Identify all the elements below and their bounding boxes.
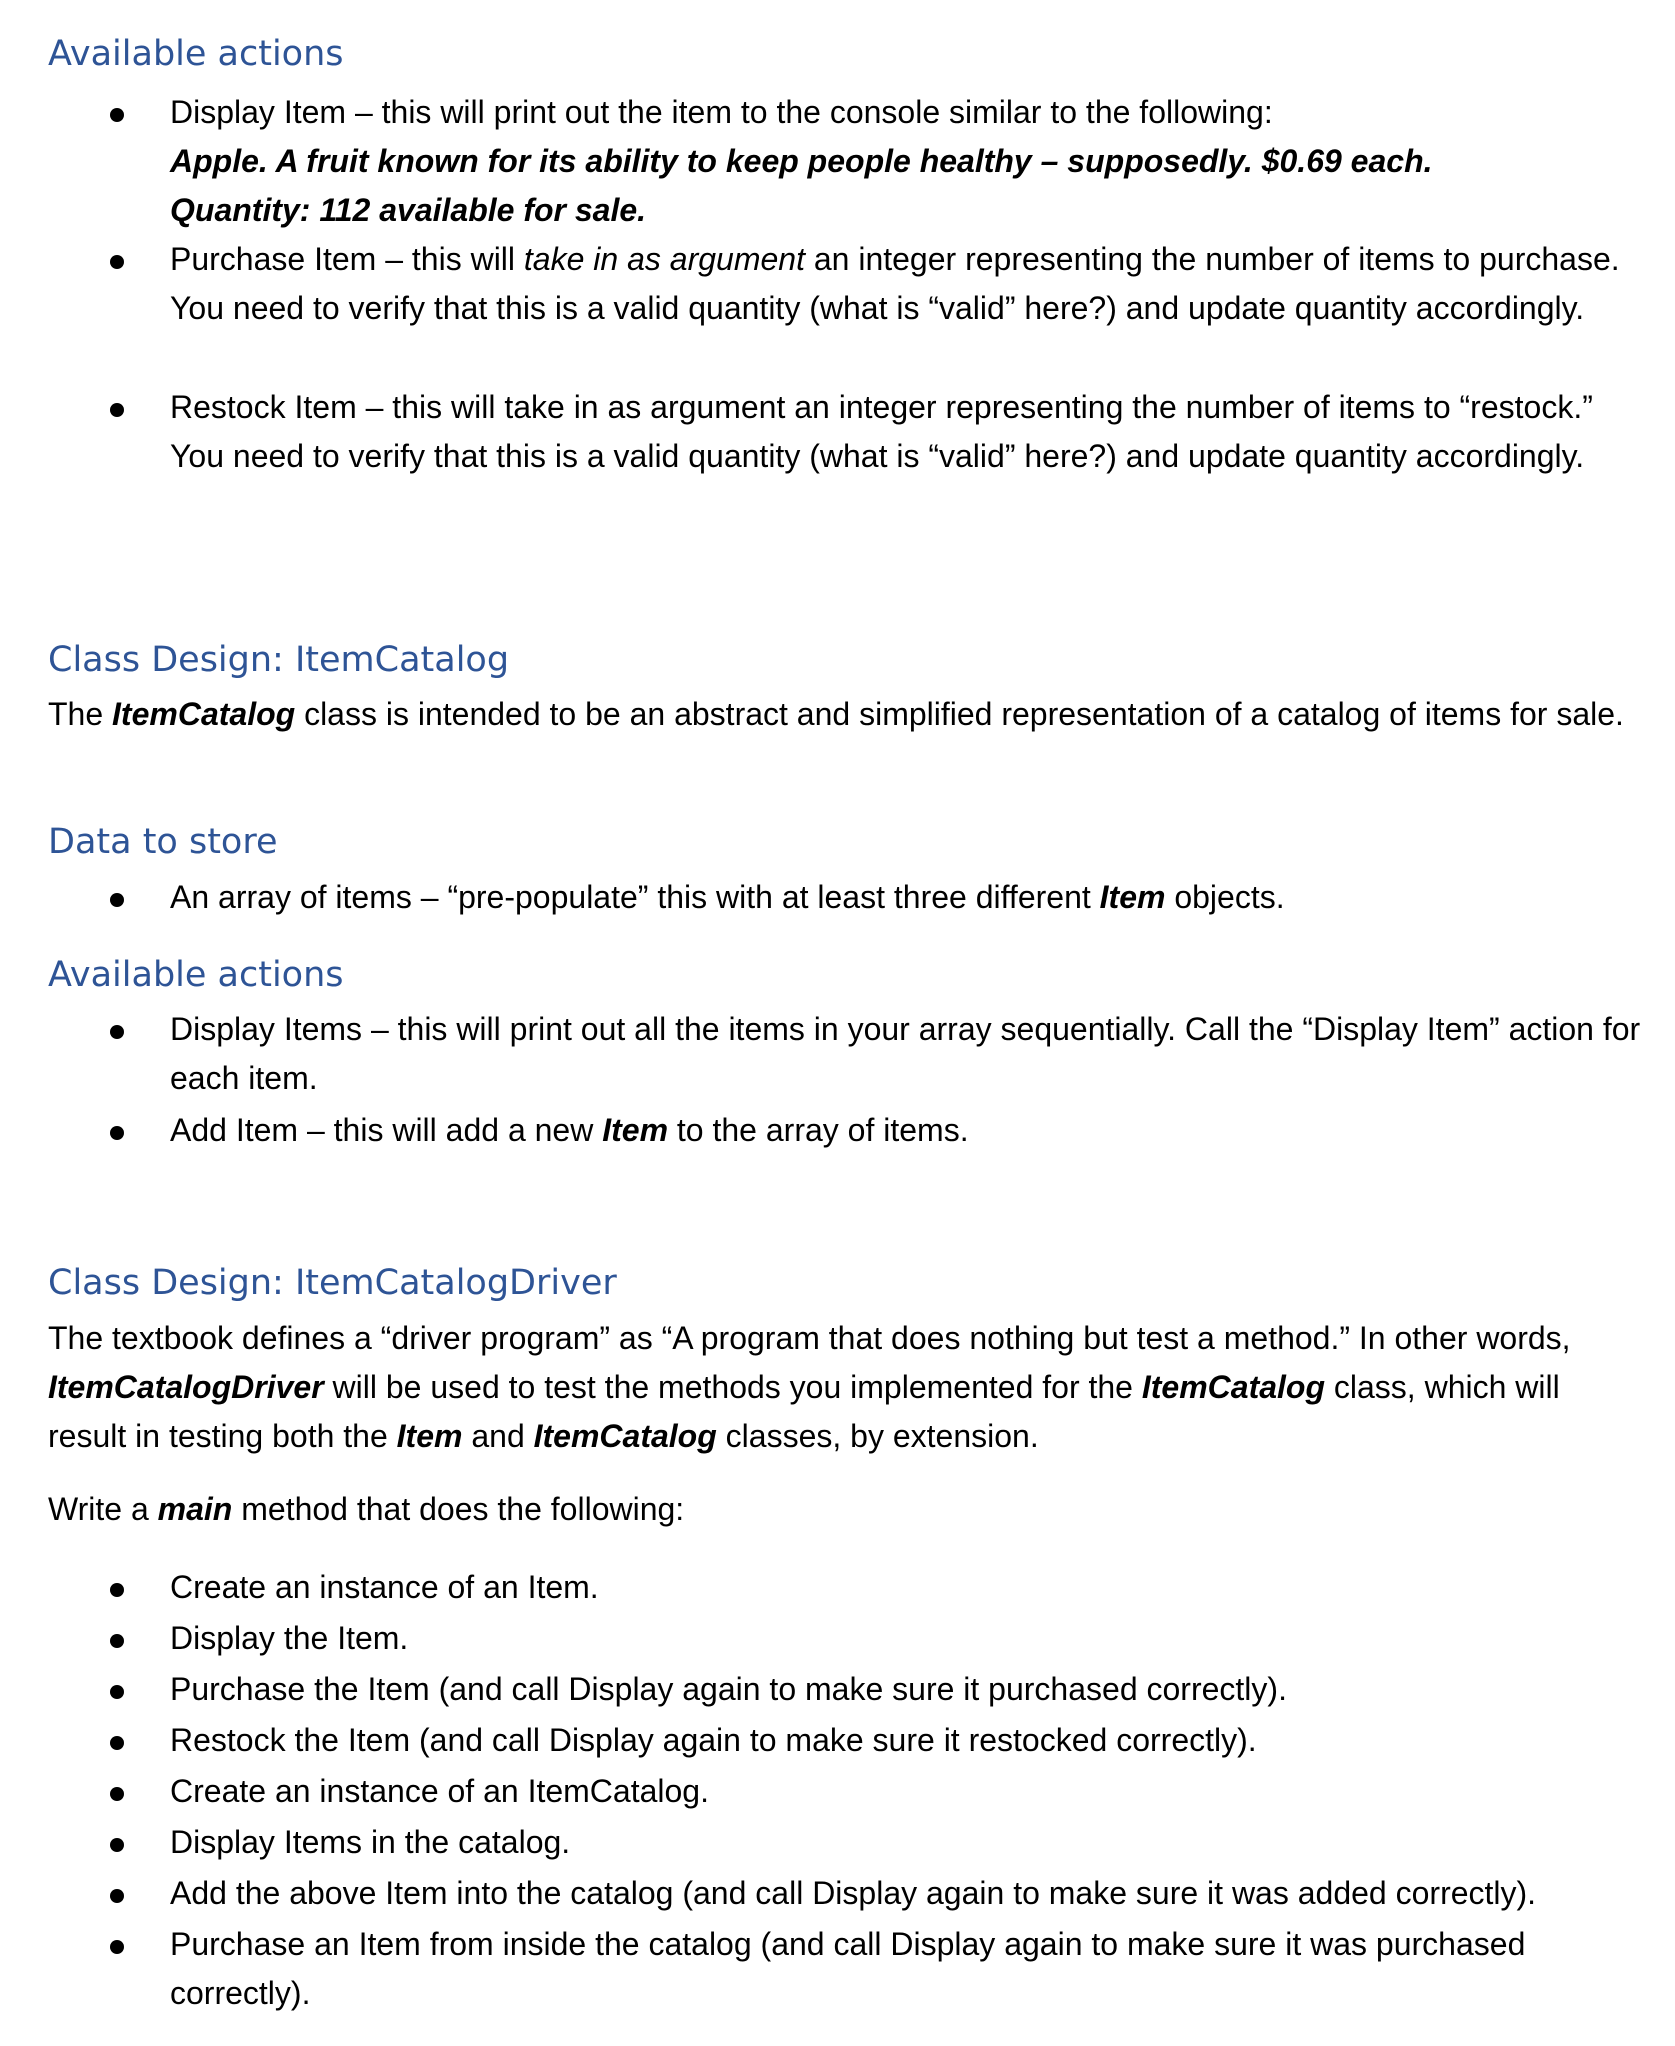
purchase-item-text: Purchase Item – this will take in as argument an integer representing the number of items to purchase. You need to verify that this is a valid quantity (what is “valid” here?) and update quantity accordingly. <box>170 241 1620 326</box>
itemcatalog-heading: Class Design: ItemCatalog <box>48 640 510 680</box>
restock-item-text: Restock Item – this will take in as argument an integer representing the number of items to “restock.” You need to verify that this is a valid quantity (what is “valid” here?) and update quantity accordingly. <box>170 389 1593 474</box>
itemcatalog-intro: The ItemCatalog class is intended to be an abstract and simplified representation of a catalog of items for sale. <box>48 696 1624 732</box>
catalog-available-actions-heading: Available actions <box>48 955 344 995</box>
array-of-items-text: An array of items – “pre-populate” this with at least three different Item objects. <box>170 879 1285 915</box>
bullet-icon <box>110 1685 124 1699</box>
display-item-text: Display Item – this will print out the item to the console similar to the following: <box>170 94 1273 130</box>
bullet-icon <box>110 108 124 122</box>
example-output-line-1: Apple. A fruit known for its ability to keep people healthy – supposedly. $0.69 each. <box>170 143 1433 179</box>
step-text: Purchase the Item (and call Display again to make sure it purchased correctly). <box>170 1671 1287 1707</box>
example-output-line-2: Quantity: 112 available for sale. <box>170 192 647 228</box>
bullet-icon <box>110 1787 124 1801</box>
add-item-text: Add Item – this will add a new Item to the array of items. <box>170 1112 969 1148</box>
bullet-icon <box>110 255 124 269</box>
bullet-icon <box>110 1126 124 1140</box>
bullet-icon <box>110 1634 124 1648</box>
bullet-icon <box>110 1025 124 1039</box>
bullet-icon <box>110 1889 124 1903</box>
data-to-store-heading: Data to store <box>48 822 278 862</box>
main-method-intro: Write a main method that does the following: <box>48 1491 685 1527</box>
step-text: Restock the Item (and call Display again to make sure it restocked correctly). <box>170 1722 1257 1758</box>
bullet-icon <box>110 1736 124 1750</box>
step-text: Display the Item. <box>170 1620 409 1656</box>
display-items-text: Display Items – this will print out all the items in your array sequentially. Call the “Display Item” action for each item. <box>170 1011 1641 1096</box>
step-text: Purchase an Item from inside the catalog (and call Display again to make sure it was purchased correctly). <box>170 1926 1526 2011</box>
bullet-icon <box>110 1838 124 1852</box>
step-text: Create an instance of an ItemCatalog. <box>170 1773 709 1809</box>
step-text: Add the above Item into the catalog (and call Display again to make sure it was added correctly). <box>170 1875 1537 1911</box>
bullet-icon <box>110 1940 124 1954</box>
step-text: Display Items in the catalog. <box>170 1824 571 1860</box>
bullet-icon <box>110 893 124 907</box>
step-text: Create an instance of an Item. <box>170 1569 599 1605</box>
itemcatalogdriver-heading: Class Design: ItemCatalogDriver <box>48 1263 617 1303</box>
available-actions-heading: Available actions <box>48 34 344 74</box>
bullet-icon <box>110 403 124 417</box>
bullet-icon <box>110 1583 124 1597</box>
driver-intro: The textbook defines a “driver program” as “A program that does nothing but test a method.” In other words, ItemCatalogDriver will be used to test the methods you implemented for the ItemCatalog class, which will result in testing both the Item and ItemCatalog classes, by extension. <box>48 1320 1571 1454</box>
